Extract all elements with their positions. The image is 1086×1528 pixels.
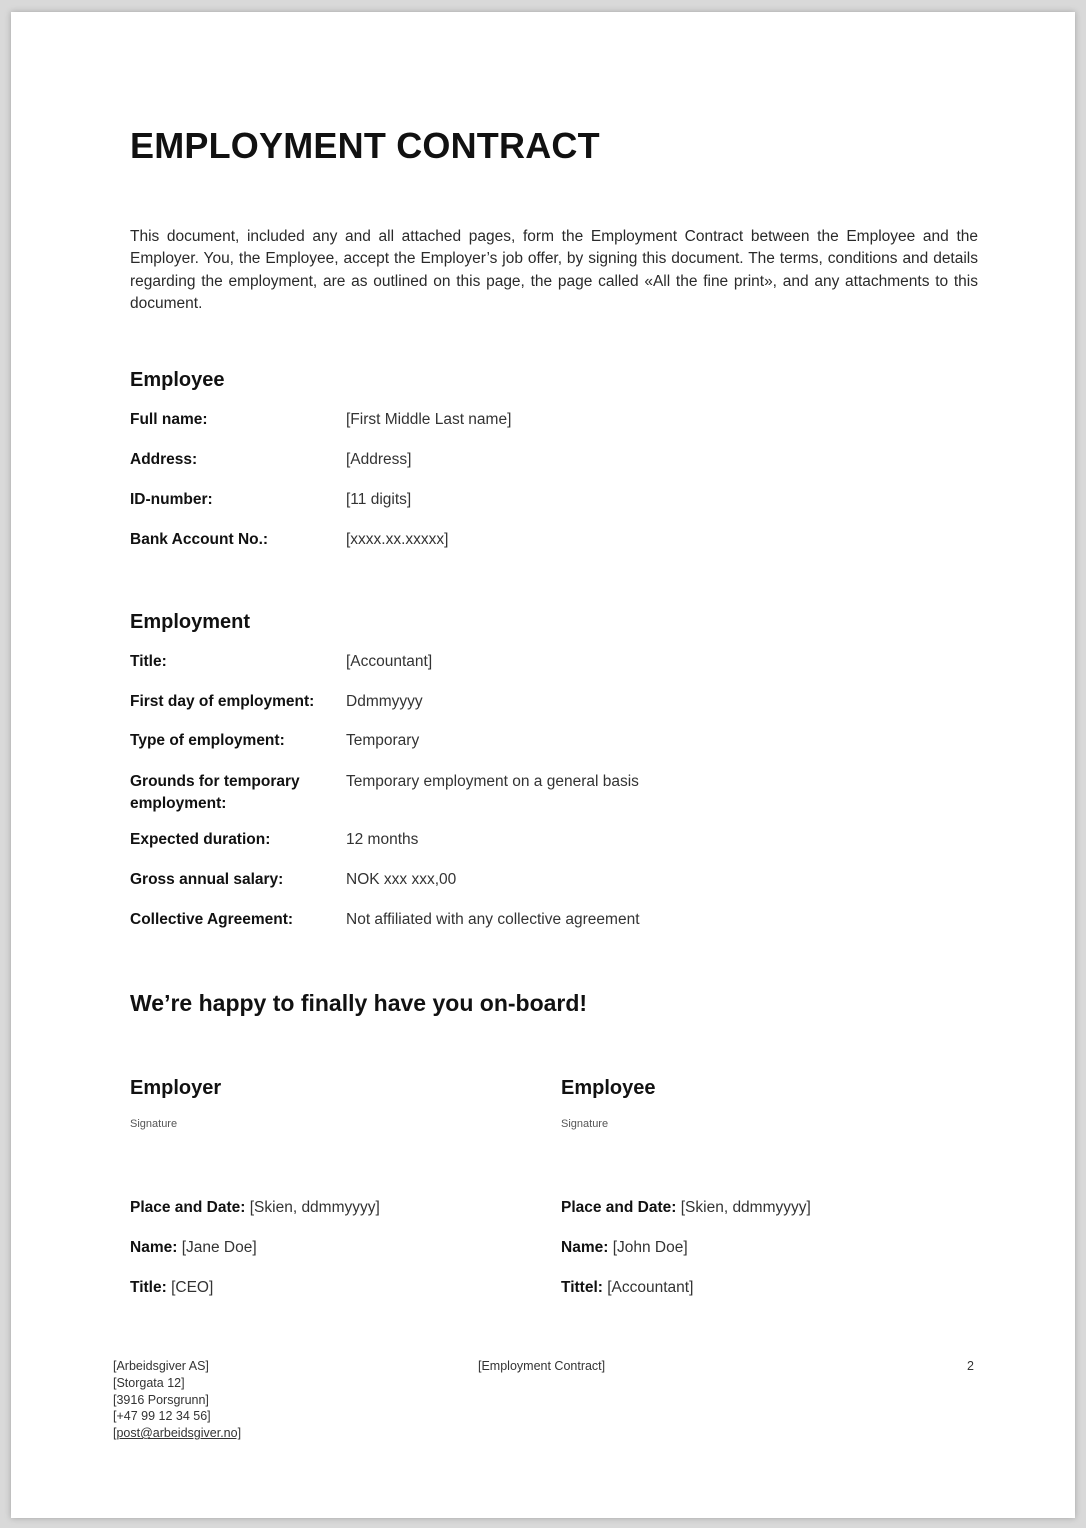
welcome-heading: We’re happy to finally have you on-board! <box>130 990 588 1016</box>
employee-signature-heading: Employee <box>561 1077 656 1099</box>
address-value: [Address] <box>346 451 412 468</box>
gross-salary-value: NOK xxx xxx,00 <box>346 871 457 888</box>
employer-name <box>130 1237 257 1259</box>
employer-title <box>130 1277 213 1299</box>
document-page <box>11 12 1075 1518</box>
bank-account-label: Bank Account No.: <box>130 531 269 548</box>
employer-place-date-label: Place and Date: <box>130 1199 246 1216</box>
employee-title-label: Tittel: <box>561 1279 603 1296</box>
employee-signature-label: Signature <box>561 1118 609 1130</box>
job-title-label: Title: <box>130 653 167 670</box>
employee-place-date-value: [Skien, ddmmyyyy] <box>680 1199 811 1216</box>
first-day-label: First day of employment: <box>130 693 315 710</box>
footer-phone: [+47 99 12 34 56] <box>113 1409 211 1424</box>
expected-duration-label: Expected duration: <box>130 831 271 848</box>
temporary-grounds-value: Temporary employment on a general basis <box>346 773 639 790</box>
id-number-label: ID-number: <box>130 491 213 508</box>
footer-page-number: 2 <box>967 1359 974 1373</box>
employee-section-heading: Employee <box>130 369 225 391</box>
employee-name-value: [John Doe] <box>612 1239 688 1256</box>
employer-signature-label: Signature <box>130 1118 178 1130</box>
employee-place-date-label: Place and Date: <box>561 1199 677 1216</box>
footer-email-link[interactable]: [post@arbeidsgiver.no] <box>113 1426 242 1441</box>
intro-paragraph: This document, included any and all attached pages, form the Employment Contract between the Employee and the Employer. You, the Employee, accept the Employer’s job offer, by signing this document. The terms, conditions and details regarding the employment, are as outlined on this page, the page called «All the fine print», and any attachments to this document. <box>130 228 978 312</box>
employee-name <box>561 1237 688 1259</box>
employee-title <box>561 1277 693 1299</box>
full-name-value: [First Middle Last name] <box>346 411 512 428</box>
employee-title-value: [Accountant] <box>607 1279 694 1296</box>
footer-address <box>113 1358 241 1442</box>
collective-agreement-value: Not affiliated with any collective agreement <box>346 911 640 928</box>
id-number-value: [11 digits] <box>346 491 412 508</box>
employee-name-label: Name: <box>561 1239 609 1256</box>
employment-type-value: Temporary <box>346 732 420 749</box>
first-day-value: Ddmmyyyy <box>346 693 423 710</box>
employer-heading: Employer <box>130 1077 222 1099</box>
footer-document-name: [Employment Contract] <box>478 1359 606 1373</box>
collective-agreement-label: Collective Agreement: <box>130 911 294 928</box>
employer-title-value: [CEO] <box>171 1279 214 1296</box>
document-title: EMPLOYMENT CONTRACT <box>130 125 600 166</box>
footer-city: [3916 Porsgrunn] <box>113 1392 209 1407</box>
employment-type-label: Type of employment: <box>130 732 285 749</box>
footer-street: [Storgata 12] <box>113 1375 185 1390</box>
full-name-label: Full name: <box>130 411 208 428</box>
temporary-grounds-label: Grounds for temporary employment: <box>130 773 300 812</box>
employee-place-date <box>561 1197 811 1219</box>
employer-name-value: [Jane Doe] <box>181 1239 257 1256</box>
footer-company: [Arbeidsgiver AS] <box>113 1359 209 1373</box>
employer-name-label: Name: <box>130 1239 178 1256</box>
employer-place-date-value: [Skien, ddmmyyyy] <box>249 1199 380 1216</box>
gross-salary-label: Gross annual salary: <box>130 871 284 888</box>
expected-duration-value: 12 months <box>346 831 419 848</box>
employer-title-label: Title: <box>130 1279 167 1296</box>
bank-account-value: [xxxx.xx.xxxxx] <box>346 531 449 548</box>
address-label: Address: <box>130 451 198 468</box>
employer-place-date <box>130 1197 380 1219</box>
employment-section-heading: Employment <box>130 611 251 633</box>
job-title-value: [Accountant] <box>346 653 433 670</box>
